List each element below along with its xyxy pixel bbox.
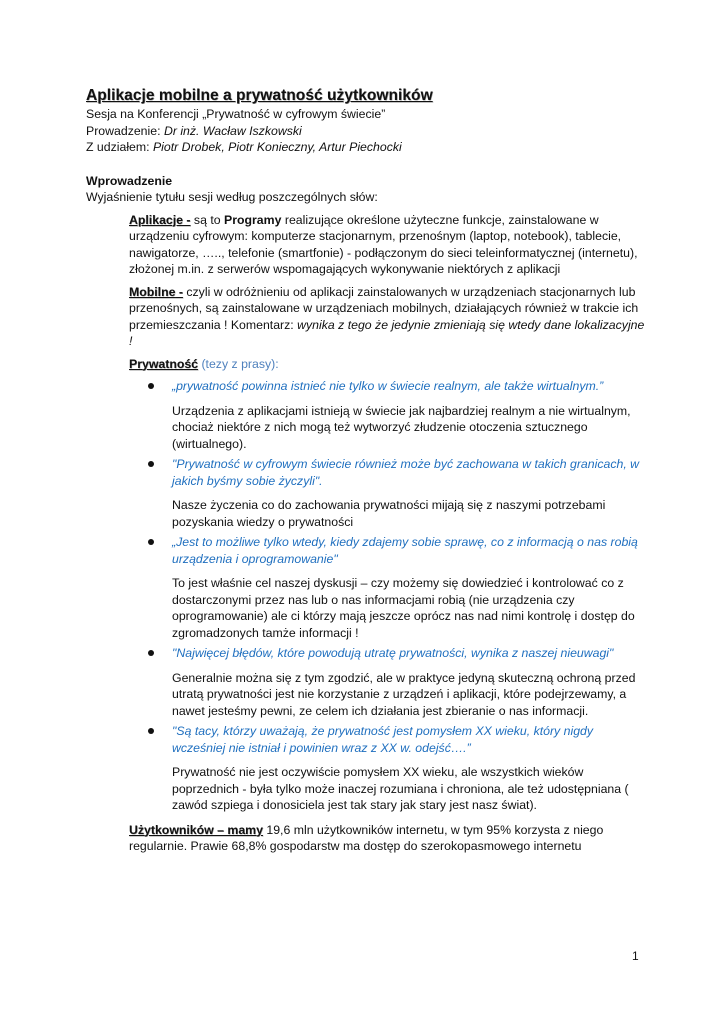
term-aplikacje: Aplikacje <box>129 212 183 227</box>
term-uzytkownikow: Użytkowników – mamy <box>129 822 263 837</box>
document-page <box>86 86 646 855</box>
privacy-points-list <box>86 378 646 814</box>
definition-aplikacje <box>129 212 646 278</box>
document-title: Aplikacje mobilne a prywatność użytkowników <box>86 87 433 104</box>
quote-comment: Prywatność nie jest oczywiście pomysłem XX wieku, ale wszystkich wieków poprzednich - była tylko może inaczej rozumiana i chroniona, ale też udostępniana ( zawód szpiega i donosiciela jest tak stary jak stary jest nasz świat). <box>172 765 629 812</box>
definition-mobilne <box>129 284 646 350</box>
press-quote: "Najwięcej błędów, które powodują utratę prywatności, wynika z naszej nieuwagi" <box>172 646 614 660</box>
page-number: 1 <box>632 949 639 963</box>
bullet-icon <box>148 539 154 545</box>
aplikacje-bold: Programy <box>224 212 282 227</box>
users-paragraph <box>129 822 646 855</box>
aplikacje-text-b: realizujące określone użyteczne funkcje, zainstalowane w urządzeniu cyfrowym: komputerze stacjonarnym, przenośnym (laptop, notebook), tablecie, nawigatorze, ….., telefonie (smartfonie) - podłączonym do sieci teleinformatycznej (internetu), złożonej m.in. z serwerów wspomagających wykonywanie niektórych z aplikacji <box>129 212 638 276</box>
quote-comment: Generalnie można się z tym zgodzić, ale w praktyce jedyną skuteczną ochroną przed utratą prywatności jest nie korzystanie z urządzeń i aplikacji, które podejrzewamy, a nawet jesteśmy pewni, ze celem ich działania jest zbieranie o nas informacji. <box>172 670 636 718</box>
quote-comment: Urządzenia z aplikacjami istnieją w świecie jak najbardziej realnym a nie wirtualnym, chociaż niektóre z nich mogą też wytworzyć złudzenie otoczenia sztucznego (wirtualnego). <box>172 403 631 451</box>
prywatnosc-note: (tezy z prasy): <box>198 356 279 371</box>
bullet-icon <box>148 728 154 734</box>
host-label: Prowadzenie: <box>86 123 164 138</box>
mobilne-text: czyli w odróżnieniu od aplikacji zainstalowanych w urządzeniach stacjonarnych lub przenośnych, są zainstalowane w urządzeniach mobilnych, działających również w trakcie ich przemieszczania ! Komentarz: <box>129 284 639 332</box>
host-line <box>86 123 646 140</box>
bullet-icon <box>148 383 154 389</box>
term-mobilne-dash: - <box>175 284 183 299</box>
press-quote: „prywatność powinna istnieć nie tylko w świecie realnym, ale także wirtualnym.” <box>172 379 604 393</box>
intro-heading: Wprowadzenie <box>86 173 173 188</box>
press-quote: "Prywatność w cyfrowym świecie również może być zachowana w takich granicach, w jakich byśmy sobie życzyli". <box>172 457 640 488</box>
list-item <box>86 645 646 719</box>
participants-line <box>86 139 646 156</box>
press-quote: "Są tacy, którzy uważają, że prywatność jest pomysłem XX wieku, który nigdy wcześniej nie istniał i powinien wraz z XX w. odejść….” <box>172 724 594 755</box>
list-item <box>86 378 646 452</box>
list-item <box>86 456 646 530</box>
term-mobilne: Mobilne <box>129 284 176 299</box>
aplikacje-text-a: są to <box>190 212 225 227</box>
intro-text: Wyjaśnienie tytułu sesji według poszczególnych słów: <box>86 190 378 204</box>
participants-label: Z udziałem: <box>86 140 153 154</box>
quote-comment: To jest właśnie cel naszej dyskusji – czy możemy się dowiedzieć i kontrolować co z dostarczonymi przez nas lub o nas informacjami robią (nie urządzenia czy oprogramowanie) ale ci którzy mają jeszcze oprócz nas nad nimi kontrolę i dostęp do zgromadzonych tamże informacji ! <box>172 576 635 640</box>
list-item <box>86 534 646 641</box>
bullet-icon <box>148 650 154 656</box>
session-line: Sesja na Konferencji „Prywatność w cyfrowym świecie” <box>86 107 386 121</box>
quote-comment: Nasze życzenia co do zachowania prywatności mijają się z naszymi potrzebami pozyskania wiedzy o prywatności <box>172 498 606 529</box>
list-item <box>86 723 646 814</box>
term-prywatnosc: Prywatność <box>129 356 199 371</box>
participants-names: Piotr Drobek, Piotr Konieczny, Artur Piechocki <box>152 140 402 154</box>
press-quote: „Jest to możliwe tylko wtedy, kiedy zdajemy sobie sprawę, co z informacją o nas robią urządzenia i oprogramowanie" <box>172 535 638 566</box>
users-text: 19,6 mln użytkowników internetu, w tym 95% korzysta z niego regularnie. Prawie 68,8% gospodarstw ma dostęp do szerokopasmowego internetu <box>129 822 604 853</box>
bullet-icon <box>148 461 154 467</box>
mobilne-comment: wynika z tego że jedynie zmieniają się wtedy dane lokalizacyjne ! <box>129 317 645 348</box>
host-name: Dr inż. Wacław Iszkowski <box>163 123 302 138</box>
definition-prywatnosc <box>129 356 646 373</box>
term-aplikacje-dash: - <box>183 212 191 227</box>
